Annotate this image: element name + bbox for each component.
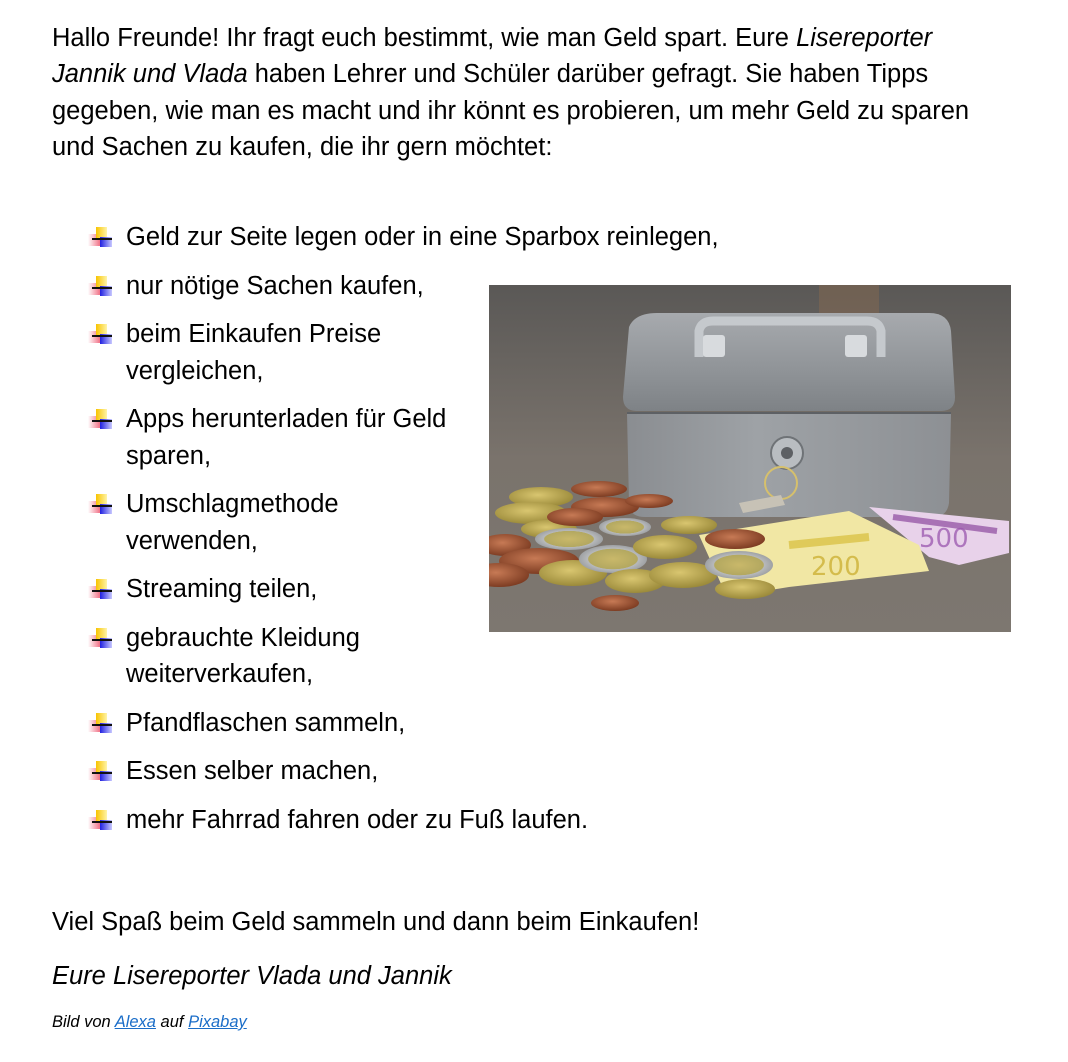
list-item	[88, 268, 448, 305]
savings-tips-list	[88, 219, 719, 850]
intro-text-end: haben Lehrer und Schüler darüber gefragt. Sie haben Tipps gegeben, wie man es macht und ihr könnt es probieren, um mehr Geld zu sparen und Sachen zu kaufen, die ihr gern möchtet:	[52, 60, 970, 161]
colored-squares-bullet-icon	[88, 713, 114, 735]
list-item	[88, 571, 448, 608]
list-item	[88, 401, 448, 474]
tip-text: Geld zur Seite legen oder in eine Sparbox reinlegen,	[126, 223, 719, 251]
article	[52, 20, 1012, 1031]
tip-text: nur nötige Sachen kaufen,	[126, 271, 424, 300]
intro-paragraph	[52, 20, 982, 165]
tip-text: mehr Fahrrad fahren oder zu Fuß laufen.	[126, 805, 589, 834]
colored-squares-bullet-icon	[88, 494, 114, 516]
list-item	[88, 316, 448, 389]
colored-squares-bullet-icon	[88, 810, 114, 832]
credit-prefix: Bild von	[52, 1013, 115, 1031]
tip-text: Essen selber machen,	[126, 757, 379, 785]
pixabay-link[interactable]: Pixabay	[188, 1013, 247, 1031]
credit-middle: auf	[155, 1013, 189, 1031]
image-credit	[52, 1010, 247, 1034]
cashbox-illustration	[489, 285, 1011, 632]
list-item	[88, 219, 846, 256]
colored-squares-bullet-icon	[88, 227, 114, 249]
colored-squares-bullet-icon	[88, 579, 114, 601]
colored-squares-bullet-icon	[88, 761, 114, 783]
svg-text:200: 200	[811, 552, 861, 582]
tip-text: Apps herunterladen für Geld sparen,	[126, 405, 447, 470]
author-link[interactable]: Alexa	[114, 1013, 156, 1031]
signature: Eure Lisereporter Vlada und Jannik	[52, 962, 452, 990]
colored-squares-bullet-icon	[88, 276, 114, 298]
intro-text-start: Hallo Freunde! Ihr fragt euch bestimmt, wie man Geld spart. Eure	[52, 24, 797, 52]
svg-text:500: 500	[919, 524, 969, 554]
colored-squares-bullet-icon	[88, 324, 114, 346]
tip-text: beim Einkaufen Preise vergleichen,	[126, 320, 382, 385]
intro-reporters-italic: Lisereporter Jannik und Vlada	[52, 24, 933, 89]
closing-line: Viel Spaß beim Geld sammeln und dann beim Einkaufen!	[52, 908, 700, 936]
tip-text: Umschlagmethode verwenden,	[126, 490, 339, 555]
colored-squares-bullet-icon	[88, 409, 114, 431]
list-item	[88, 802, 846, 839]
list-item	[88, 705, 846, 742]
list-item	[88, 620, 448, 693]
list-item	[88, 753, 846, 790]
tip-text: gebrauchte Kleidung weiterverkaufen,	[126, 623, 360, 688]
tip-text: Pfandflaschen sammeln,	[126, 708, 406, 737]
colored-squares-bullet-icon	[88, 628, 114, 650]
list-item	[88, 486, 448, 559]
cashbox-photo	[489, 285, 1011, 632]
tip-text: Streaming teilen,	[126, 575, 318, 603]
